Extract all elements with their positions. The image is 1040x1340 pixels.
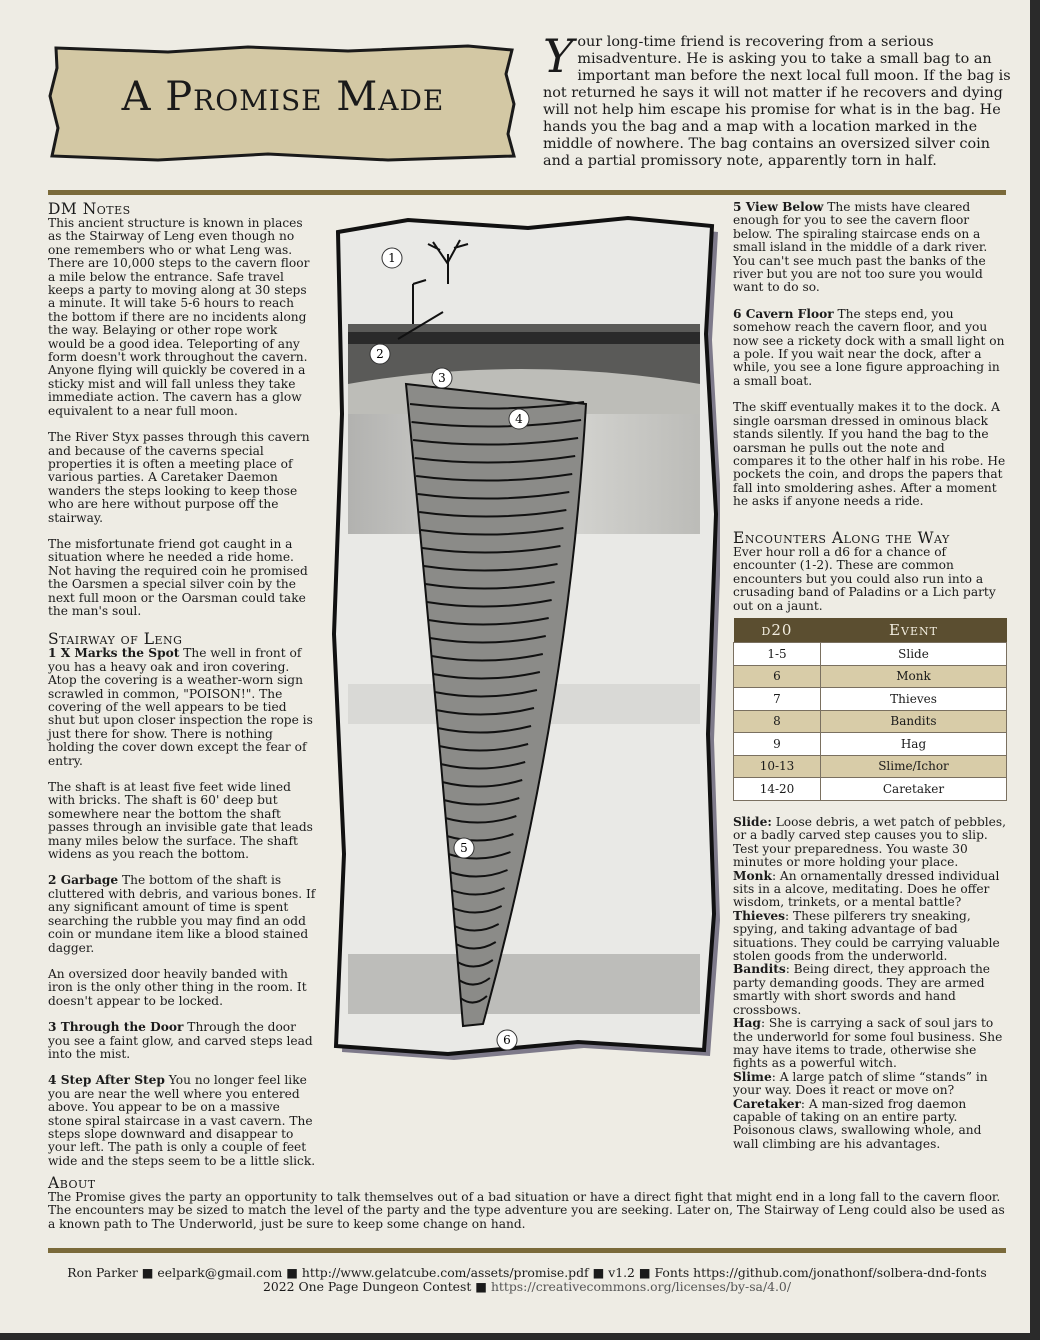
left-column [48,201,316,1181]
table-row [734,755,1007,778]
key-3-title: 3 Through the Door [48,1020,184,1035]
dm-notes-p2: The River Styx passes through this cavern and because of the caverns special properties it is often a meeting place of various parties. A Caretaker Daemon wanders the steps looking to keep those who are here without purpose off the stairway. [48,430,310,525]
encounter-detail-text: Loose debris, a wet patch of pebbles, or a badly carved step causes you to slip. Test your preparedness. You waste 30 minutes or more holding your place. [733,815,1007,870]
encounter-detail-text: : A man-sized frog daemon capable of taking on an entire party. Poisonous claws, swallowing whole, and wall climbing are his advantages. [733,1096,982,1151]
roll-cell: 8 [734,710,821,733]
encounter-detail [733,963,1007,1017]
stairway-heading: Stairway of Leng [48,630,183,649]
event-cell: Caretaker [821,778,1007,801]
key-6 [733,308,1007,388]
footer [48,1266,1006,1294]
key-1 [48,647,316,768]
roll-cell: 1-5 [734,643,821,666]
page-title: A Promise Made [121,74,445,120]
table-header-event: Event [821,618,1007,643]
encounter-detail-text: : Being direct, they approach the party demanding goods. They are armed smartly with short swords and hand crossbows. [733,962,991,1017]
key-3 [48,1021,316,1061]
event-cell: Slime/Ichor [821,755,1007,778]
event-cell: Thieves [821,688,1007,711]
divider-bottom [48,1248,1006,1253]
roll-cell: 6 [734,665,821,688]
map-key-number: 5 [460,841,468,855]
roll-cell: 14-20 [734,778,821,801]
table-row [734,710,1007,733]
map-key-marker [432,368,452,388]
encounters-heading: Encounters Along the Way [733,529,950,547]
encounter-detail [733,910,1007,964]
encounters-section [733,530,1007,626]
key-6-text: The steps end, you somehow reach the cavern floor, and you now see a rickety dock with a small light on a pole. If you wait near the dock, after a while, you see a lone figure approaching in a small boat. [733,306,1005,388]
key-1-title: 1 X Marks the Spot [48,646,180,661]
key-2 [48,874,316,954]
map-key-marker [382,248,402,268]
right-column [733,201,1007,522]
key-3-text: Through the door you see a faint glow, and carved steps lead into the mist. [48,1020,313,1061]
event-cell: Hag [821,733,1007,756]
about-text: The Promise gives the party an opportunity to talk themselves out of a bad situation or have a direct fight that might end in a long fall to the cavern floor. The encounters may be sized to match the level of the party and the type adventure you are seeking. Later on, The Stairway of Leng could also be used as a known path to The Underworld, just be sure to keep some change on hand. [48,1190,1005,1231]
divider-top [48,190,1006,195]
event-cell: Slide [821,643,1007,666]
key-5-text: The mists have cleared enough for you to see the cavern floor below. The spiraling staircase ends on a small island in the middle of a dark river. You can't see much past the banks of the river but you are not too sure you would want to do so. [733,200,988,295]
table-row [734,688,1007,711]
intro-paragraph [543,29,1013,170]
map-key-number: 2 [376,347,384,361]
map-key-number: 3 [438,371,446,385]
dm-notes-heading: DM Notes [48,200,131,218]
encounter-details [733,816,1007,1151]
drop-cap: Y [543,29,574,83]
table-row [734,778,1007,801]
key-5-title: 5 View Below [733,200,824,214]
dm-notes-p1: This ancient structure is known in places as the Stairway of Leng even though no one remembers who or what Leng was. There are 10,000 steps to the cavern floor a mile below the entrance. Safe travel keeps a party to moving along at 30 steps a minute. It will take 5-6 hours to reach the bottom if there are no incidents along the way. Belaying or other rope work would be a good idea. Teleporting of any form doesn't work throughout the cavern. Anyone flying will quickly be covered in a sticky mist and will fall unless they take immediate action. The cavern has a glow equivalent to a near full moon. [48,216,310,418]
map-key-marker [370,344,390,364]
table-row [734,665,1007,688]
encounter-detail-text: : These pilferers try sneaking, spying, and taking advantage of bad situations. They could be carrying valuable stolen goods from the underworld. [733,908,1000,964]
table-header-roll: d20 [734,618,821,643]
encounter-detail-name: Bandits [733,962,786,977]
map-key-number: 1 [388,251,396,265]
key-4 [48,1074,316,1168]
about-section [48,1175,1006,1244]
key-4-text: You no longer feel like you are near the well where you entered above. You appear to be on a massive stone spiral staircase in a vast cavern. The steps slope downward and disappear to your left. The path is only a couple of feet wide and the steps seem to be a little slick. [48,1073,316,1168]
key-1-text: The well in front of you has a heavy oak and iron covering. Atop the covering is a weather-worn sign scrawled in common, "POISON!". The covering of the well appears to be tied shut but upon closer inspection the rope is just there for show. There is nothing holding the cover down except the fear of entry. [48,646,313,768]
encounters-intro: Ever hour roll a d6 for a chance of encounter (1-2). These are common encounters but you could also run into a crusading band of Paladins or a Lich party out on a jaunt. [733,545,996,613]
roll-cell: 9 [734,733,821,756]
key-6-title: 6 Cavern Floor [733,306,834,321]
roll-cell: 7 [734,688,821,711]
map-key-number: 6 [503,1033,511,1047]
intro-text: our long-time friend is recovering from a serious misadventure. He is asking you to take a small bag to an important man before the next local full moon. If the bag is not returned he says it will not matter if he recovers and dying will not help him escape his promise for what is in the bag. He hands you the bag and a map with a location marked in the middle of nowhere. The bag contains an oversized silver coin and a partial promissory note, apparently torn in half. [543,34,1011,169]
license-link[interactable]: https://creativecommons.org/licenses/by-sa/4.0/ [490,1279,791,1294]
encounter-detail-name: Hag [733,1016,761,1031]
encounter-detail-name: Slide: [733,815,772,829]
key-6-more: The skiff eventually makes it to the dock. A single oarsman dressed in ominous black stands silently. If you hand the bag to the oarsman he pulls out the note and compares it to the other half in his robe. He pockets the coin, and drops the papers that fall into smoldering ashes. After a moment he asks if anyone needs a ride. [733,400,1006,509]
viewer-edge-bottom [0,1333,1040,1340]
encounter-detail [733,1098,1007,1152]
key-2-text: The bottom of the shaft is cluttered with debris, and various bones. If any significant amount of time is spent searching the rubble you may find an odd coin or mundane item like a blood stained dagger. [48,873,316,955]
footer-credits: Ron Parker ■ eelpark@gmail.com ■ http://www.gelatcube.com/assets/promise.pdf ■ v1.2 ■ Fonts https://github.com/jonathonf/solbera-dnd-fonts [67,1265,987,1280]
key-2-more: An oversized door heavily banded with iron is the only other thing in the room. It doesn't appear to be locked. [48,966,307,1008]
roll-cell: 10-13 [734,755,821,778]
key-1-more: The shaft is at least five feet wide lined with bricks. The shaft is 60' deep but somewhere near the bottom the shaft passes through an invisible gate that leads many miles below the surface. The shaft widens as you reach the bottom. [48,780,313,862]
key-4-title: 4 Step After Step [48,1073,165,1088]
event-cell: Bandits [821,710,1007,733]
encounter-detail [733,1017,1007,1071]
table-row [734,733,1007,756]
about-heading: About [48,1174,96,1192]
encounter-detail [733,1071,1007,1098]
table-row [734,643,1007,666]
dm-notes-p3: The misfortunate friend got caught in a situation where he needed a ride home. Not having the required coin he promised the Oarsmen a special silver coin by the next full moon or the Oarsman could take the man's soul. [48,536,308,618]
key-5 [733,201,1007,295]
key-2-title: 2 Garbage [48,873,119,888]
map-key-marker [497,1030,517,1050]
encounter-detail-name: Slime [733,1069,772,1084]
encounter-detail-text: : A large patch of slime “stands” in your way. Does it react or move on? [733,1069,988,1098]
footer-contest-text: 2022 One Page Dungeon Contest ■ [262,1279,491,1294]
encounter-detail-name: Caretaker [733,1096,801,1111]
map-key-marker [509,409,529,429]
encounter-detail-name: Monk [733,868,772,883]
encounter-detail [733,870,1007,910]
encounter-detail-text: : An ornamentally dressed individual sits in a alcove, meditating. Does he offer wisdom, trinkets, or a mental battle? [733,868,1000,910]
encounter-detail-name: Thieves [733,908,786,923]
encounter-detail [733,816,1007,870]
map-key-marker [454,838,474,858]
stairway-map-illustration [328,214,720,1060]
event-cell: Monk [821,665,1007,688]
title-banner [48,44,518,162]
encounter-table [733,618,1007,801]
map-key-number: 4 [515,412,523,426]
viewer-edge [1030,0,1040,1340]
footer-contest [48,1280,1006,1294]
encounter-detail-text: : She is carrying a sack of soul jars to the underworld for some foul business. She may have items to trade, otherwise she fights as a powerful witch. [733,1016,1003,1071]
